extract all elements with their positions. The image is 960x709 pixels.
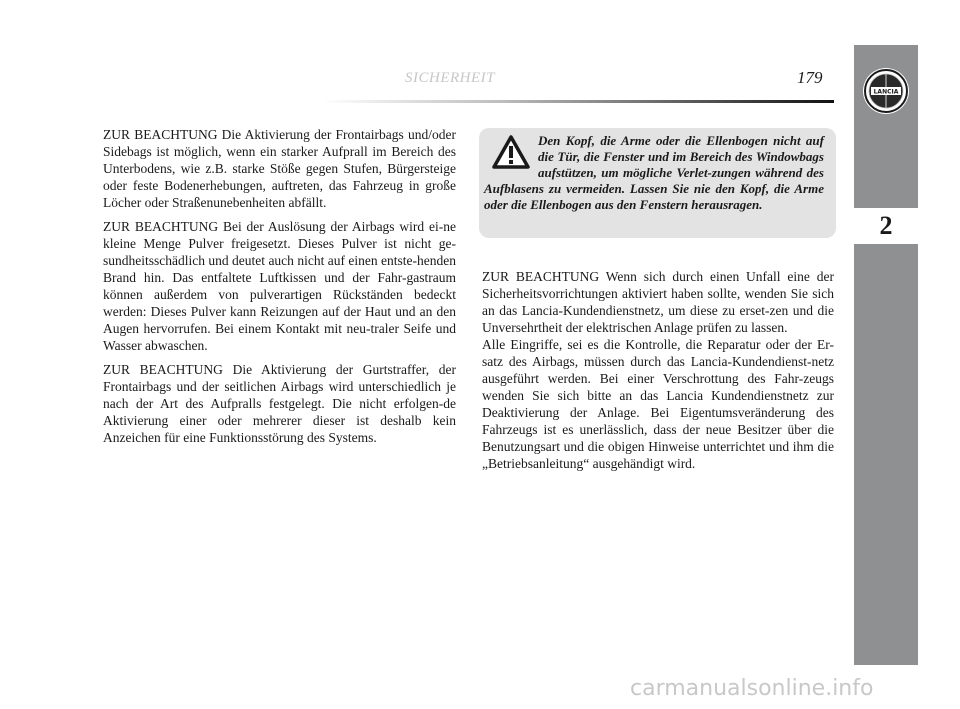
left-column (103, 126, 456, 453)
chapter-number: 2 (854, 208, 918, 244)
chapter-sidebar (854, 45, 918, 665)
lancia-logo-icon (863, 68, 909, 114)
paragraph: Alle Eingriffe, sei es die Kontrolle, die Reparatur oder der Er-satz des Airbags, müssen durch das Lancia-Kundendienst-netz ausgeführt werden. Bei einer Verschrottung des Fahr-zeugs wenden Sie sich bitte an das Lancia Kundendienstnetz zur Deaktivierung der Anlage. Bei Eigentumsveränderung des Fahrzeugs ist es unerlässlich, dass der neue Besitzer über die Benutzungsart und die obigen Hinweise unterrichtet und ihm die „Betriebsanleitung“ ausgehändigt wird. (482, 337, 834, 471)
page-header-title: SICHERHEIT (405, 70, 495, 86)
paragraph: ZUR BEACHTUNG Bei der Auslösung der Airbags wird ei-ne kleine Menge Pulver freigesetzt. Dieses Pulver ist nicht ge-sundheitsschädlich und deutet auch nicht auf einen entste-henden Brand hin. Das entfaltete Luftkissen und der Fahr-gastraum können außerdem von pulverartigen Rückständen bedeckt werden: Dieses Pulver kann Reizungen auf der Haut und an den Augen hervorrufen. Bei einem Kontakt mit neu-traler Seife und Wasser abwaschen. (103, 219, 456, 353)
paragraph: ZUR BEACHTUNG Die Aktivierung der Gurtstraffer, der Frontairbags und der seitlichen Airbags wird unterschiedlich je nach der Art des Aufpralls festgelegt. Die nicht erfolgen-de Aktivierung einer oder mehrerer dieser ist deshalb kein Anzeichen für eine Funktionsstörung des Systems. (103, 362, 456, 445)
paragraph: ZUR BEACHTUNG Die Aktivierung der Frontairbags und/oder Sidebags ist möglich, wenn ein starker Aufprall im Bereich des Unterbodens, wie z.B. starke Stöße gegen Stufen, Bürgersteige oder feste Bodenerhebungen, auftreten, das Fahrzeug in große Löcher oder Straßenunebenheiten abfällt. (103, 127, 456, 210)
warning-text: Den Kopf, die Arme oder die Ellenbogen nicht auf die Tür, die Fenster und im Bereich des Windowbags aufstützen, um mögliche Verlet-zungen während des Aufblasens zu vermeiden. Lassen Sie nie den Kopf, die Arme oder die Ellenbogen aus den Fenstern herausragen. (484, 133, 824, 212)
right-column (482, 268, 834, 472)
paragraph: ZUR BEACHTUNG Wenn sich durch einen Unfall eine der Sicherheitsvorrichtungen aktiviert haben sollte, wenden Sie sich an das Lancia-Kundendienstnetz, um diese zu erset-zen und die Unversehrtheit der elektrischen Anlage prüfen zu lassen. (482, 269, 834, 335)
page-number: 179 (797, 68, 823, 87)
watermark: carmanualsonline.info (630, 676, 874, 701)
header-rule (322, 100, 834, 103)
logo-text: LANCIA (873, 88, 899, 96)
